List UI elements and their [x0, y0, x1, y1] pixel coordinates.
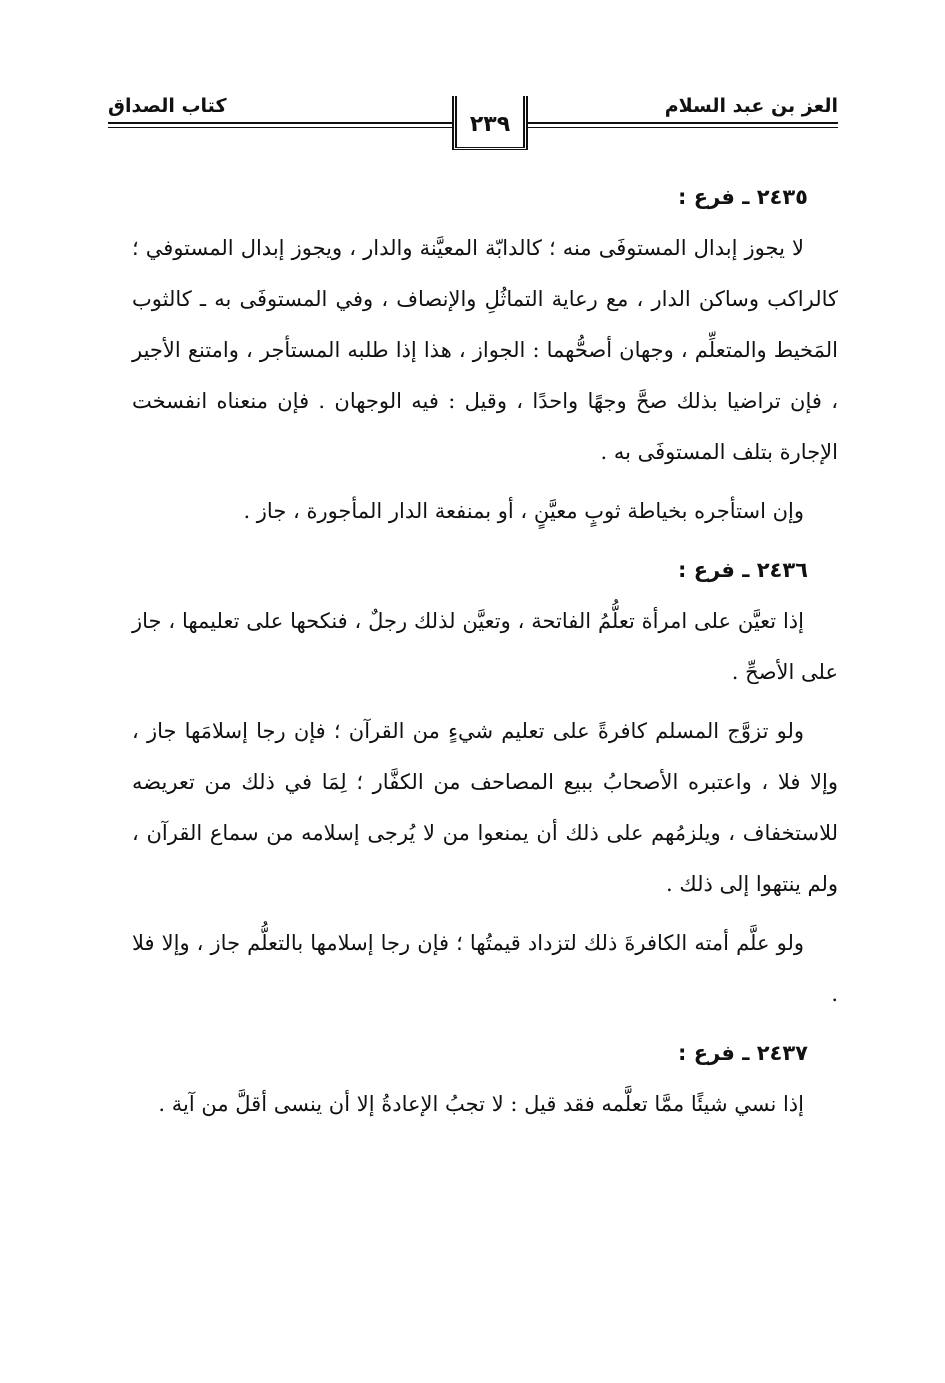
header-rule-left	[108, 122, 452, 124]
section-heading: ٢٤٣٥ ـ فرع :	[678, 185, 808, 209]
section-2436	[132, 545, 838, 1020]
running-head-book-title: كتاب الصداق	[108, 95, 227, 117]
page-number-frame	[452, 96, 528, 150]
header-rule-left-thin	[108, 127, 452, 128]
section-2437	[132, 1028, 838, 1130]
page-header	[108, 90, 838, 160]
page-number: ٢٣٩	[469, 112, 511, 137]
running-head-author: العز بن عبد السلام	[664, 95, 838, 117]
paragraph: ولو علَّم أمته الكافرةَ ذلك لتزداد قيمتُها ؛ فإن رجا إسلامها بالتعلُّم جاز ، وإلا فلا .	[132, 931, 838, 1006]
paragraph: وإن استأجره بخياطة ثوبٍ معيَّنٍ ، أو بمنفعة الدار المأجورة ، جاز .	[243, 499, 804, 523]
header-rule-right	[528, 122, 838, 124]
section-2435	[132, 172, 838, 537]
paragraph: ولو تزوَّج المسلم كافرةً على تعليم شيءٍ من القرآن ؛ فإن رجا إسلامَها جاز ، وإلا فلا ، واعتبره الأصحابُ ببيع المصاحف من الكفَّار ؛ لِمَا في ذلك من تعريضه للاستخفاف ، ويلزمُهم على ذلك أن يمنعوا من لا يُرجى إسلامه من سماع القرآن ، ولم ينتهوا إلى ذلك .	[132, 719, 838, 896]
section-heading: ٢٤٣٧ ـ فرع :	[678, 1041, 808, 1065]
paragraph: لا يجوز إبدال المستوفَى منه ؛ كالدابّة المعيَّنة والدار ، ويجوز إبدال المستوفي ؛ كالراكب وساكن الدار ، مع رعاية التماثُلِ والإنصاف ، وفي المستوفَى به ـ كالثوب المَخيط والمتعلِّم ، وجهان أصحُّهما : الجواز ، هذا إذا طلبه المستأجر ، وامتنع الأجير ، فإن تراضيا بذلك صحَّ وجهًا واحدًا ، وقيل : فيه الوجهان . فإن منعناه انفسخت الإجارة بتلف المستوفَى به .	[132, 236, 838, 464]
page-body	[132, 172, 838, 1130]
paragraph: إذا نسي شيئًا ممَّا تعلَّمه فقد قيل : لا تجبُ الإعادةُ إلا أن ينسى أقلَّ من آية .	[158, 1092, 804, 1116]
paragraph: إذا تعيَّن على امرأة تعلُّمُ الفاتحة ، وتعيَّن لذلك رجلٌ ، فنكحها على تعليمها ، جاز على الأصحِّ .	[132, 609, 838, 684]
header-rule-right-thin	[528, 127, 838, 128]
section-heading: ٢٤٣٦ ـ فرع :	[678, 558, 808, 582]
